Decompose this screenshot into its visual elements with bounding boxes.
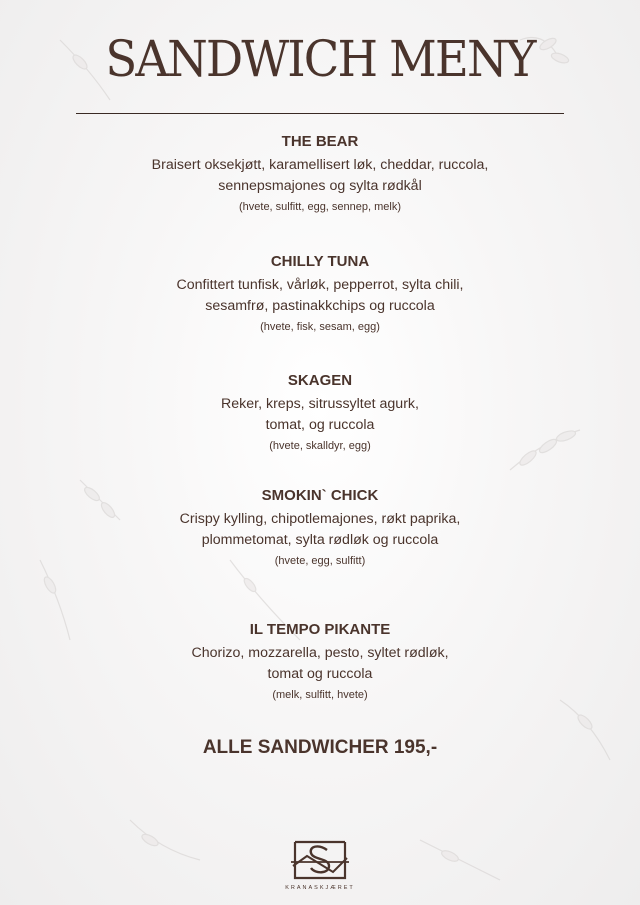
item-description-line: Reker, kreps, sitrussyltet agurk, <box>221 396 419 412</box>
title-divider <box>76 113 564 114</box>
price-line: ALLE SANDWICHER 195,- <box>202 737 438 758</box>
menu-item <box>0 371 640 455</box>
menu-title: SANDWICH MENY <box>105 30 535 88</box>
brand-logo <box>282 838 358 896</box>
item-allergens: (melk, sulfitt, hvete) <box>272 689 368 701</box>
item-allergens: (hvete, sulfitt, egg, sennep, melk) <box>238 201 402 213</box>
item-name: SKAGEN <box>287 372 353 389</box>
menu-item <box>0 620 640 704</box>
menu-item <box>0 486 640 570</box>
logo-wordmark: KRANASKJÆRET <box>285 885 355 891</box>
item-allergens: (hvete, fisk, sesam, egg) <box>260 321 380 333</box>
item-name: IL TEMPO PIKANTE <box>249 621 391 638</box>
item-description-line: plommetomat, sylta rødløk og ruccola <box>201 532 439 548</box>
item-allergens: (hvete, egg, sulfitt) <box>274 555 366 567</box>
item-description-line: tomat og ruccola <box>267 666 373 682</box>
item-description-line: sennepsmajones og sylta rødkål <box>218 178 422 194</box>
item-description-line: tomat, og ruccola <box>265 417 375 433</box>
item-description-line: Confittert tunfisk, vårløk, pepperrot, sylta chili, <box>176 277 464 293</box>
kranaskjaeret-logo-icon <box>289 838 351 882</box>
item-name: THE BEAR <box>281 133 359 150</box>
item-description-line: Chorizo, mozzarella, pesto, syltet rødløk, <box>191 645 449 661</box>
menu-item <box>0 132 640 216</box>
item-allergens: (hvete, skalldyr, egg) <box>269 440 371 452</box>
item-name: SMOKIN` CHICK <box>261 487 379 504</box>
item-description-line: Braisert oksekjøtt, karamellisert løk, cheddar, ruccola, <box>151 157 489 173</box>
item-name: CHILLY TUNA <box>270 253 370 270</box>
menu-item <box>0 252 640 336</box>
item-description-line: Crispy kylling, chipotlemajones, røkt paprika, <box>179 511 461 527</box>
item-description-line: sesamfrø, pastinakkchips og ruccola <box>205 298 435 314</box>
